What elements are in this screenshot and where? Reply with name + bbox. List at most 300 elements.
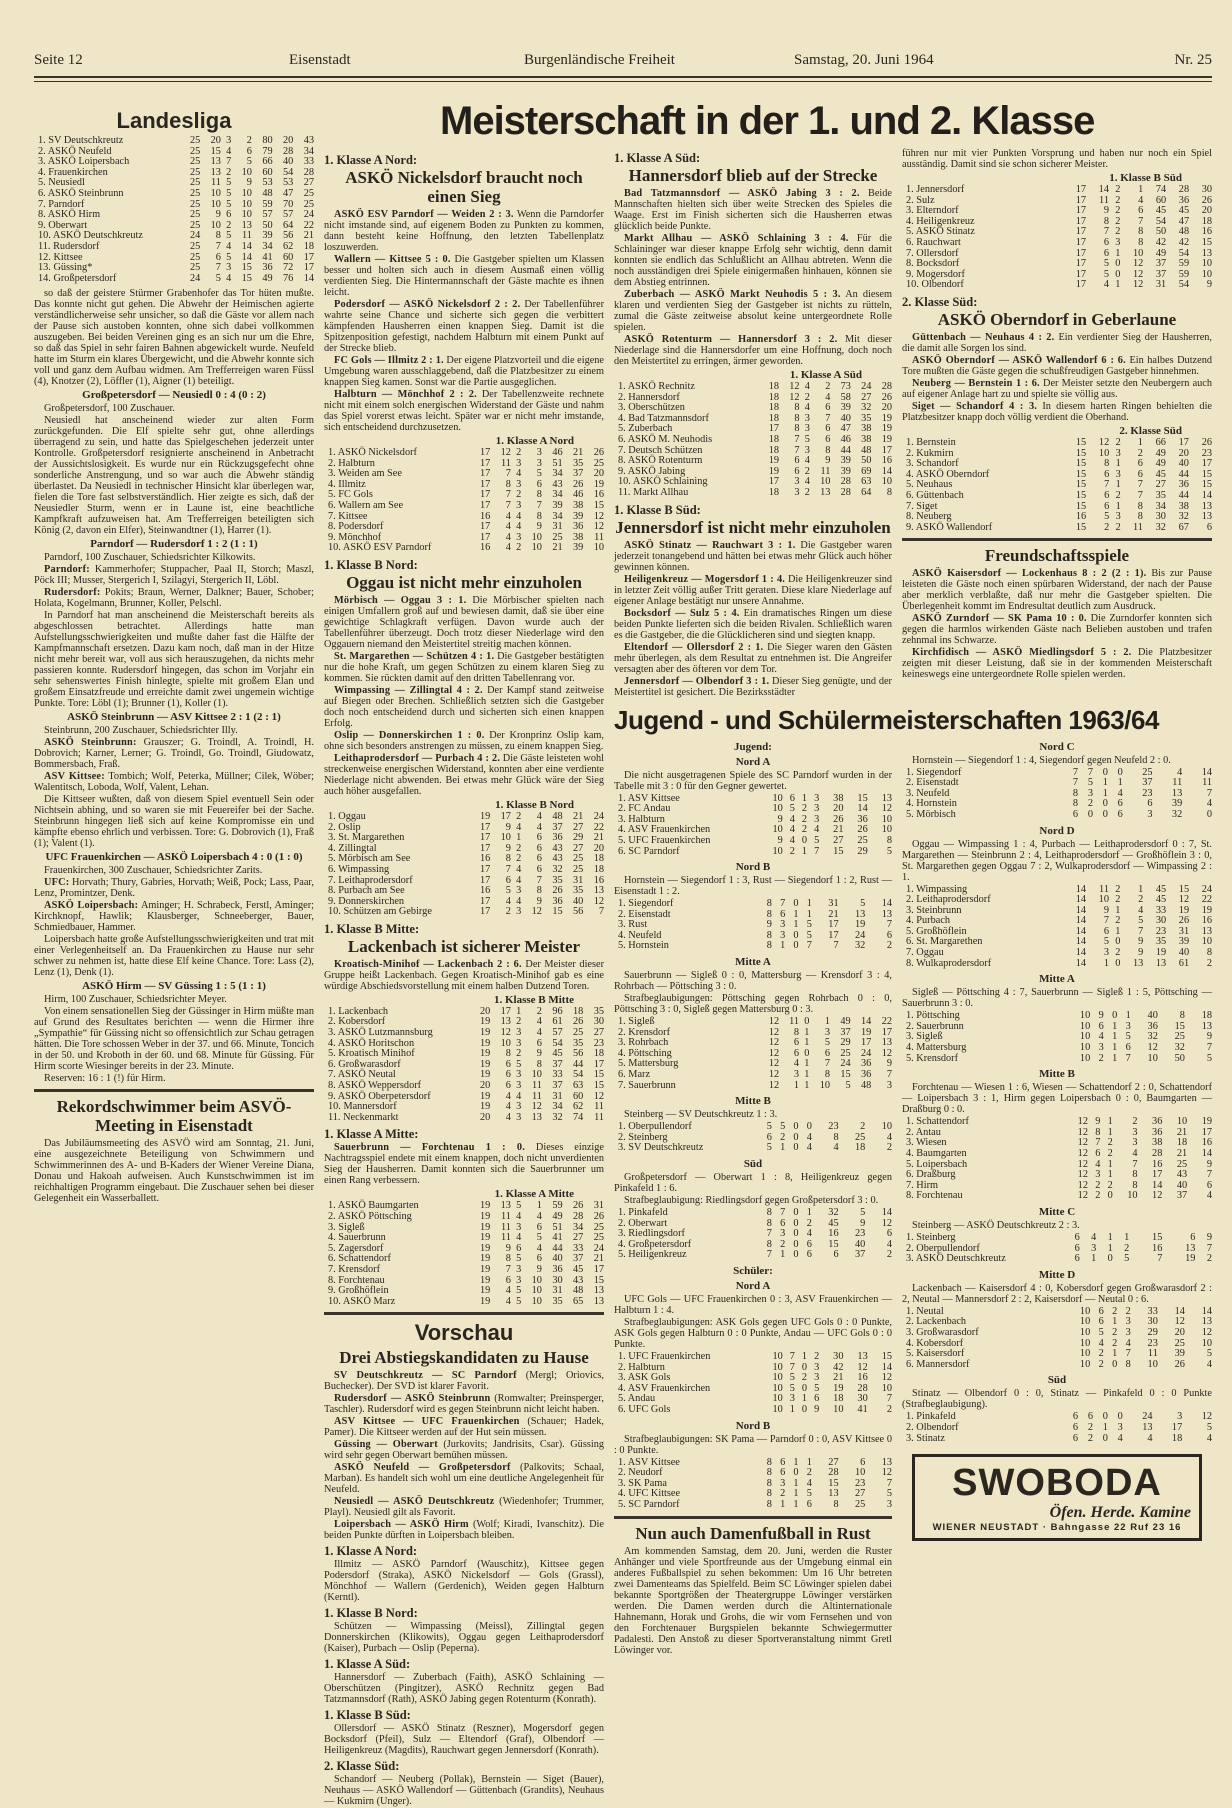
stat-cell: 17 <box>1075 268 1087 280</box>
stat-cell: 49 <box>262 272 273 284</box>
article-paragraph <box>324 389 604 433</box>
stat-cell: 14 <box>241 251 252 263</box>
stat-cell: 24 <box>1142 1411 1153 1423</box>
stat-cell: 5 <box>789 803 795 815</box>
article-paragraph <box>324 1621 604 1654</box>
stat-cell: 13 <box>1142 1421 1153 1433</box>
stat-cell: 5 <box>1103 936 1109 948</box>
article-paragraph <box>902 755 1212 766</box>
paragraph-lead: Podersdorf — ASKÖ Nickelsdorf 2 : 2. <box>334 299 521 310</box>
paragraph-lead: Güttenbach — Neuhaus 4 : 2. <box>912 331 1055 343</box>
team-name: 3. Rohrbach <box>618 1037 669 1049</box>
stat-cell: 19 <box>881 433 892 445</box>
table-row <box>902 1360 1212 1371</box>
stat-cell: 36 <box>1178 479 1189 491</box>
table-row <box>34 189 314 200</box>
stat-cell: 12 <box>593 895 604 907</box>
stat-cell: 8 <box>766 1207 772 1218</box>
stat-cell: 1 <box>793 1079 800 1091</box>
stat-cell: 36 <box>552 832 563 844</box>
stat-cell: 9 <box>1095 1116 1101 1128</box>
stat-cell: 13 <box>881 1456 892 1468</box>
stat-cell: 6 <box>825 433 831 445</box>
stat-cell: 16 <box>1201 915 1212 927</box>
stat-cell: 2 <box>1115 947 1121 959</box>
stat-cell: 31 <box>828 898 839 910</box>
team-name: 6. Großwarasdorf <box>328 1058 401 1070</box>
article-paragraph <box>34 1138 314 1204</box>
stat-cell: 4 <box>806 1477 812 1489</box>
stat-cell: 6 <box>1072 1432 1079 1444</box>
stat-cell: 18 <box>768 444 780 456</box>
stat-cell: 17 <box>1075 194 1087 206</box>
stat-cell: 18 <box>854 1142 866 1154</box>
stat-cell: 14 <box>1075 894 1087 906</box>
table-row <box>902 238 1212 249</box>
article-paragraph <box>902 647 1212 680</box>
table-row <box>614 1081 892 1092</box>
stat-cell: 2 <box>814 1350 820 1362</box>
stat-cell: 9 <box>1206 279 1212 291</box>
stat-cell: 4 <box>1091 1231 1097 1243</box>
stat-cell: 19 <box>881 423 892 435</box>
stat-cell: 17 <box>1075 279 1087 291</box>
stat-cell: 3 <box>824 1026 831 1038</box>
stat-cell: 13 <box>820 486 831 498</box>
stat-cell: 15 <box>210 145 221 157</box>
table-row <box>902 1117 1212 1128</box>
stat-cell: 0 <box>1117 766 1123 778</box>
stat-cell: 6 <box>1206 1179 1212 1191</box>
stat-cell: 5 <box>814 1382 820 1394</box>
stat-cell: 1 <box>1117 777 1123 789</box>
stat-cell: 12 <box>1152 1190 1163 1202</box>
paragraph-lead: ASKÖ Neufeld — Großpetersdorf <box>334 1462 511 1474</box>
stat-cell: 0 <box>793 940 799 952</box>
table-row <box>902 438 1212 449</box>
table-title: 1. Klasse A Süd <box>789 369 862 381</box>
team-name: 2. Oslip <box>328 821 361 833</box>
stat-cell: 24 <box>593 1242 604 1254</box>
stat-cell: 14 <box>1201 766 1212 778</box>
paragraph-text: Großpetersdorf, 100 Zuschauer. <box>44 403 175 415</box>
newspaper-title: Burgenländische Freiheit <box>524 52 675 68</box>
table-title: 1. Klasse B Süd <box>1109 172 1182 184</box>
stat-cell: 4 <box>516 874 522 886</box>
paragraph-text: (Jurkovits; Jandrisits, Csar). Güssing wird sehr gegen Oberwart bemühen müssen. <box>324 1439 604 1462</box>
stat-cell: 25 <box>189 240 201 252</box>
paragraph-text: Das Jubiläumsmeeting des ASVÖ wird am Sonntag, 21. Juni, eine ausgezeichnete Beteiligung von Schwimmern und Schwimmerinnen des A- und B-Kaders der Wiener Vereine Diana, Donau und Hakoah aufweisen. Auch Kunstschwimmen ist im reichhaltigen Programm eingebaut. Die Zuschauer sehen bei dieser Gelegenheit ein Wasserballett. <box>34 1138 314 1205</box>
stat-cell: 4 <box>505 895 511 907</box>
stat-cell: 8 <box>766 1477 772 1489</box>
stat-cell: 1 <box>1107 1169 1113 1181</box>
stat-cell: 3 <box>516 457 522 469</box>
article-paragraph <box>324 254 604 298</box>
team-name: 3. Wiesen <box>906 1137 947 1149</box>
stat-cell: 6 <box>1098 1316 1104 1328</box>
stat-cell: 6 <box>1098 1020 1104 1032</box>
stat-cell: 33 <box>303 156 314 168</box>
stat-cell: 6 <box>536 1253 542 1265</box>
stat-cell: 7 <box>215 240 221 252</box>
stat-cell: 7 <box>505 499 511 511</box>
stat-cell: 10 <box>1079 1316 1091 1328</box>
article-paragraph <box>614 188 892 232</box>
standings-table <box>614 369 892 499</box>
paragraph-lead: Rudersdorf — ASKÖ Steinbrunn <box>334 1393 491 1405</box>
stat-cell: 25 <box>1174 1031 1185 1043</box>
stat-cell: 39 <box>1174 1348 1185 1360</box>
stat-cell: 3 <box>1125 1316 1131 1328</box>
stat-cell: 4 <box>886 1131 892 1143</box>
team-name: 1. Oggau <box>328 810 366 822</box>
article-paragraph <box>614 540 892 573</box>
stat-cell: 60 <box>1155 194 1167 206</box>
paragraph-text: Illmitz — ASKÖ Parndorf (Wauschitz), Kittsee gegen Podersdorf (Straka), ASKÖ Nickelsdorf — Gols (Grassl), Mönchhof — Wallern (Gerdenich), Weiden gegen Halbturn (Kerntl). <box>324 1559 604 1604</box>
stat-cell: 13 <box>1155 957 1167 969</box>
stat-cell: 59 <box>552 1200 563 1212</box>
stat-cell: 6 <box>824 1047 831 1059</box>
stat-cell: 49 <box>1155 458 1166 470</box>
stat-cell: 4 <box>505 542 511 554</box>
stat-cell: 8 <box>766 898 772 910</box>
stat-cell: 27 <box>861 391 872 403</box>
stat-cell: 1 <box>780 1142 786 1154</box>
stat-cell: 1 <box>780 1498 786 1510</box>
stat-cell: 30 <box>857 1393 868 1405</box>
table-row <box>614 836 892 847</box>
team-name: 8. ASKÖ Hirm <box>38 209 101 221</box>
stat-cell: 19 <box>479 1101 491 1113</box>
stat-cell: 4 <box>516 521 522 533</box>
table-row <box>902 1233 1212 1244</box>
stat-cell: 14 <box>241 240 252 252</box>
team-name: 5. Kroatisch Minihof <box>328 1048 415 1060</box>
stat-cell: 1 <box>1115 247 1121 259</box>
stat-cell: 33 <box>573 1242 584 1254</box>
stat-cell: 40 <box>1176 1179 1188 1191</box>
team-name: 1. Oberpullendorf <box>618 1121 692 1133</box>
stat-cell: 39 <box>1171 798 1183 810</box>
stat-cell: 10 <box>772 1403 783 1415</box>
stat-cell: 10 <box>1127 1190 1138 1202</box>
article-paragraph <box>324 730 604 752</box>
stat-cell: 25 <box>189 219 201 231</box>
stat-cell: 54 <box>1155 215 1167 227</box>
stat-cell: 7 <box>505 489 511 501</box>
stat-cell: 3 <box>886 1079 892 1091</box>
stat-cell: 7 <box>1138 925 1144 937</box>
stat-cell: 10 <box>772 1361 783 1373</box>
stat-cell: 60 <box>283 251 294 263</box>
team-name: 2. ASKÖ Neufeld <box>38 145 112 157</box>
stat-cell: 19 <box>479 810 491 822</box>
article-paragraph <box>614 608 892 641</box>
stat-cell: 2 <box>1098 1348 1104 1360</box>
stat-cell: 4 <box>833 1142 839 1154</box>
stat-cell: 20 <box>833 803 844 815</box>
stat-cell: 1 <box>793 1456 799 1468</box>
stat-cell: 2 <box>804 465 810 477</box>
stat-cell: 18 <box>1171 1432 1183 1444</box>
stat-cell: 13 <box>1201 247 1212 259</box>
stat-cell: 17 <box>479 832 491 844</box>
paragraph-lead: ASKÖ Zurndorf — SK Pama 10 : 0. <box>912 613 1087 625</box>
stat-cell: 18 <box>573 1005 584 1017</box>
team-name: 5. FC Gols <box>328 489 373 501</box>
stat-cell: 9 <box>536 521 542 533</box>
stat-cell: 6 <box>536 1037 542 1049</box>
stat-cell: 62 <box>573 1101 584 1113</box>
column-klasse-sued <box>614 148 892 699</box>
stat-cell: 5 <box>1098 1326 1104 1338</box>
stat-cell: 16 <box>479 853 491 865</box>
paragraph-text: Aminger; H. Schrabeck, Ferstl, Aminger; Kirchknopf, Hawlik; Klausberger, Schneeberger, Bauer, Schmiedbauer, Hammer. <box>34 900 314 934</box>
paragraph-text: UFC Gols — UFC Frauenkirchen 0 : 3, ASV Frauenkirchen — Halbturn 1 : 4. <box>614 1293 892 1316</box>
section-kicker: 1. Klasse B Mitte: <box>324 921 420 936</box>
stat-cell: 21 <box>593 1253 604 1265</box>
stat-cell: 5 <box>215 272 221 284</box>
stat-cell: 0 <box>1087 808 1093 820</box>
stat-cell: 35 <box>573 457 584 469</box>
paragraph-lead: Bad Tatzmannsdorf — ASKÖ Jabing 3 : 2. <box>624 188 860 199</box>
stat-cell: 1 <box>801 1350 808 1362</box>
table-row <box>902 280 1212 291</box>
article-paragraph <box>902 401 1212 423</box>
paragraph-text: Die Kittseer wußten, daß von diesem Spiel eventuell Sein oder Nichtsein abhing, und so waren sie mit Feuereifer bei der Sache. Steinbrunn hingegen ließ sich auf keine Kompromisse ein und kämpfte ebenso ehrlich und verbissen. Tore: G. Dobrovich (1), Fraß (1); Valent (1). <box>34 794 314 850</box>
match-heading: Süd <box>743 1158 763 1170</box>
stat-cell: 3 <box>226 262 232 274</box>
stat-cell: 27 <box>573 821 584 833</box>
stat-cell: 53 <box>262 177 273 189</box>
stat-cell: 7 <box>1103 915 1109 927</box>
team-name: 1. Siegendorf <box>618 898 674 910</box>
stat-cell: 26 <box>1178 915 1190 927</box>
team-name: 9. ASKÖ Jabing <box>618 465 686 477</box>
team-name: 3. Sigleß <box>328 1221 365 1233</box>
stat-cell: 35 <box>593 1005 604 1017</box>
stat-cell: 10 <box>772 1350 783 1362</box>
team-name: 8. Neuberg <box>906 511 952 523</box>
stat-cell: 5 <box>1103 258 1109 270</box>
match-heading: Mitte D <box>1038 1268 1076 1281</box>
stat-cell: 25 <box>573 1027 584 1039</box>
column-klasse-b-sued <box>902 148 1212 681</box>
stat-cell: 23 <box>854 1477 866 1489</box>
article-paragraph <box>902 148 1212 170</box>
table-row <box>902 1423 1212 1434</box>
stat-cell: 17 <box>303 262 314 274</box>
team-name: 7. Hirm <box>906 1179 939 1191</box>
team-name: 5. Kaisersdorf <box>906 1348 965 1360</box>
stat-cell: 5 <box>536 1232 542 1244</box>
stat-cell: 4 <box>1147 1432 1153 1444</box>
stat-cell: 43 <box>303 135 314 146</box>
stat-cell: 6 <box>1206 521 1212 533</box>
stat-cell: 5 <box>516 1200 522 1212</box>
stat-cell: 15 <box>1075 458 1087 470</box>
stat-cell: 5 <box>1103 268 1109 280</box>
stat-cell: 8 <box>766 929 772 941</box>
stat-cell: 2 <box>1098 1052 1104 1064</box>
stat-cell: 10 <box>1201 268 1212 280</box>
stat-cell: 27 <box>854 1488 866 1500</box>
team-name: 3. ASKÖ Deutschkreutz <box>906 1253 1006 1265</box>
standings-table <box>614 1208 892 1261</box>
team-name: 4. Frauenkirchen <box>38 166 108 178</box>
stat-cell: 4 <box>505 521 511 533</box>
article-paragraph <box>34 415 314 536</box>
stat-cell: 34 <box>552 468 563 480</box>
stat-cell: 36 <box>573 521 584 533</box>
stat-cell: 19 <box>479 1200 491 1212</box>
paragraph-lead: Heiligenkreuz — Mogersdorf 1 : 4. <box>624 573 786 585</box>
stat-cell: 13 <box>593 1285 604 1297</box>
stat-cell: 10 <box>500 1037 511 1049</box>
team-name: 4. Bad Tatzmannsdorf <box>618 412 709 424</box>
stat-cell: 4 <box>505 1111 511 1123</box>
table-row <box>902 1170 1212 1181</box>
stat-cell: 30 <box>1155 511 1166 523</box>
stat-cell: 11 <box>1099 194 1109 206</box>
stat-cell: 5 <box>1206 1052 1212 1064</box>
table-row <box>324 501 604 512</box>
stat-cell: 25 <box>303 187 314 199</box>
stat-cell: 37 <box>552 1058 563 1070</box>
stat-cell: 35 <box>1155 936 1167 948</box>
stat-cell: 13 <box>500 1016 511 1028</box>
paragraph-lead: Rudersdorf: <box>44 587 101 599</box>
stat-cell: 18 <box>303 240 314 252</box>
stat-cell: 11 <box>1099 883 1109 895</box>
stat-cell: 3 <box>516 1274 522 1286</box>
stat-cell: 6 <box>825 423 831 435</box>
stat-cell: 12 <box>500 1027 511 1039</box>
team-name: 6. Güttenbach <box>906 489 964 501</box>
stat-cell: 8 <box>536 1058 542 1070</box>
paragraph-text: Hirm, 100 Zuschauer, Schiedsrichter Meyer. <box>44 994 227 1006</box>
stat-cell: 26 <box>573 1200 584 1212</box>
stat-cell: 35 <box>861 412 872 424</box>
stat-cell: 1 <box>1112 1316 1118 1328</box>
stat-cell: 3 <box>789 1393 795 1405</box>
paragraph-text: (Wolf; Kiradi, Ivanschitz). Die beiden Punkte dürften in Loipersbach bleiben. <box>324 1519 604 1542</box>
team-name: 9. ASKÖ Oberpetersdorf <box>328 1090 431 1102</box>
stat-cell: 25 <box>854 1498 866 1510</box>
stat-cell: 7 <box>814 845 820 857</box>
match-heading: Nord D <box>1039 824 1075 837</box>
section-kicker: 1. Klasse A Süd: <box>614 151 701 165</box>
stat-cell: 2 <box>801 803 808 815</box>
stat-cell: 13 <box>1133 957 1144 969</box>
paragraph-text: Sauerbrunn — Sigleß 0 : 0, Mattersburg — Krensdorf 3 : 4, Rohrbach — Pöttsching 3 : 0. <box>614 970 892 993</box>
stat-cell: 5 <box>226 230 232 242</box>
stat-cell: 17 <box>479 478 491 490</box>
stat-cell: 41 <box>857 1403 868 1415</box>
stat-cell: 15 <box>1152 1231 1163 1243</box>
paragraph-text: Wenn die Parndorfer nicht imstande sind, auf eigenem Boden zu Punkten zu kommen, dann besteht keine Hoffnung, den letzten Tabellenplatz loszuwerden. <box>324 209 604 253</box>
stat-cell: 17 <box>1075 226 1087 238</box>
stat-cell: 61 <box>1178 957 1190 969</box>
stat-cell: 76 <box>283 272 294 284</box>
stat-cell: 14 <box>1075 957 1087 969</box>
stat-cell: 9 <box>1138 936 1144 948</box>
stat-cell: 7 <box>1137 479 1143 491</box>
stat-cell: 0 <box>801 1361 808 1373</box>
stat-cell: 45 <box>573 1263 584 1275</box>
paragraph-text: Die nicht ausgetragenen Spiele des SC Parndorf wurden in der Tabelle mit 3 : 0 für den Gegner gewertet. <box>614 769 892 792</box>
stat-cell: 3 <box>1103 947 1109 959</box>
stat-cell: 2 <box>1132 1116 1138 1128</box>
stat-cell: 17 <box>828 919 839 931</box>
stat-cell: 5 <box>886 845 892 857</box>
stat-cell: 40 <box>283 156 294 168</box>
stat-cell: 4 <box>804 476 810 488</box>
stat-cell: 35 <box>573 1037 584 1049</box>
stat-cell: 14 <box>1201 1148 1212 1159</box>
stat-cell: 1 <box>1102 777 1108 789</box>
stat-cell: 4 <box>804 455 810 467</box>
team-name: 9. ASKÖ Wallendorf <box>906 521 993 533</box>
stat-cell: 1 <box>806 1456 812 1468</box>
stat-cell: 25 <box>1142 766 1153 778</box>
standings-table <box>614 1122 892 1154</box>
stat-cell: 27 <box>828 1456 839 1468</box>
stat-cell: 35 <box>552 874 563 886</box>
stat-cell: 31 <box>573 874 584 886</box>
stat-cell: 7 <box>1087 766 1093 778</box>
team-name: 5. Zuberbach <box>618 423 673 435</box>
stat-cell: 4 <box>1117 787 1123 799</box>
stat-cell: 10 <box>1147 1052 1158 1064</box>
stat-cell: 27 <box>573 1232 584 1244</box>
stat-cell: 8 <box>833 1131 839 1143</box>
stat-cell: 74 <box>1155 184 1167 195</box>
team-name: 8. Wulkaprodersdorf <box>906 957 992 969</box>
team-name: 9. Oberwart <box>38 219 88 231</box>
paragraph-text: Tombich; Wolf, Peterka, Müllner; Cilek, Wöber; Walentitsch, Loboda, Wolf, Valent, Lehan. <box>34 771 314 794</box>
team-name: 3. Neufeld <box>906 787 950 799</box>
stat-cell: 3 <box>516 1027 522 1039</box>
paragraph-text: Oggau — Wimpassing 1 : 4, Purbach — Leithaprodersdorf 0 : 7, St. Margarethen — Steinbrunn 2 : 4, Leithaprodersdorf — Großhöflein 3 : 0, St. Margarethen gegen Oggau 7 : 2, Wulkaprodersdorf — Wimpassing 2 : 1. <box>902 838 1212 883</box>
stat-cell: 3 <box>1117 1421 1123 1433</box>
stat-cell: 6 <box>814 1393 820 1405</box>
match-heading: Mitte C <box>1038 1205 1076 1218</box>
stat-cell: 6 <box>1072 1421 1079 1433</box>
stat-cell: 15 <box>241 262 252 274</box>
team-name: 2. Sauerbrunn <box>906 1020 964 1032</box>
paragraph-text: Steinberg — SV Deutschkreutz 1 : 3. <box>624 1109 778 1121</box>
stat-cell: 15 <box>1075 500 1087 512</box>
paragraph-lead: Loipersbach — ASKÖ Hirm <box>334 1519 469 1531</box>
stat-cell: 4 <box>516 1090 522 1102</box>
stat-cell: 5 <box>1125 1031 1131 1043</box>
stat-cell: 1 <box>806 898 812 910</box>
team-name: 3. Weiden am See <box>328 468 402 480</box>
stat-cell: 4 <box>804 381 810 392</box>
stat-cell: 96 <box>552 1005 563 1017</box>
stat-cell: 42 <box>1178 236 1190 248</box>
team-name: 5. ASKÖ Stinatz <box>906 226 975 238</box>
stat-cell: 8 <box>1138 226 1144 238</box>
stat-cell: 28 <box>573 1211 584 1222</box>
stat-cell: 3 <box>814 813 820 825</box>
stat-cell: 1 <box>1115 904 1121 916</box>
stat-cell: 11 <box>532 1080 542 1092</box>
paragraph-lead: Sauerbrunn — Forchtenau 1 : 0. <box>334 1142 526 1154</box>
stat-cell: 9 <box>777 834 783 846</box>
article-paragraph <box>34 552 314 563</box>
